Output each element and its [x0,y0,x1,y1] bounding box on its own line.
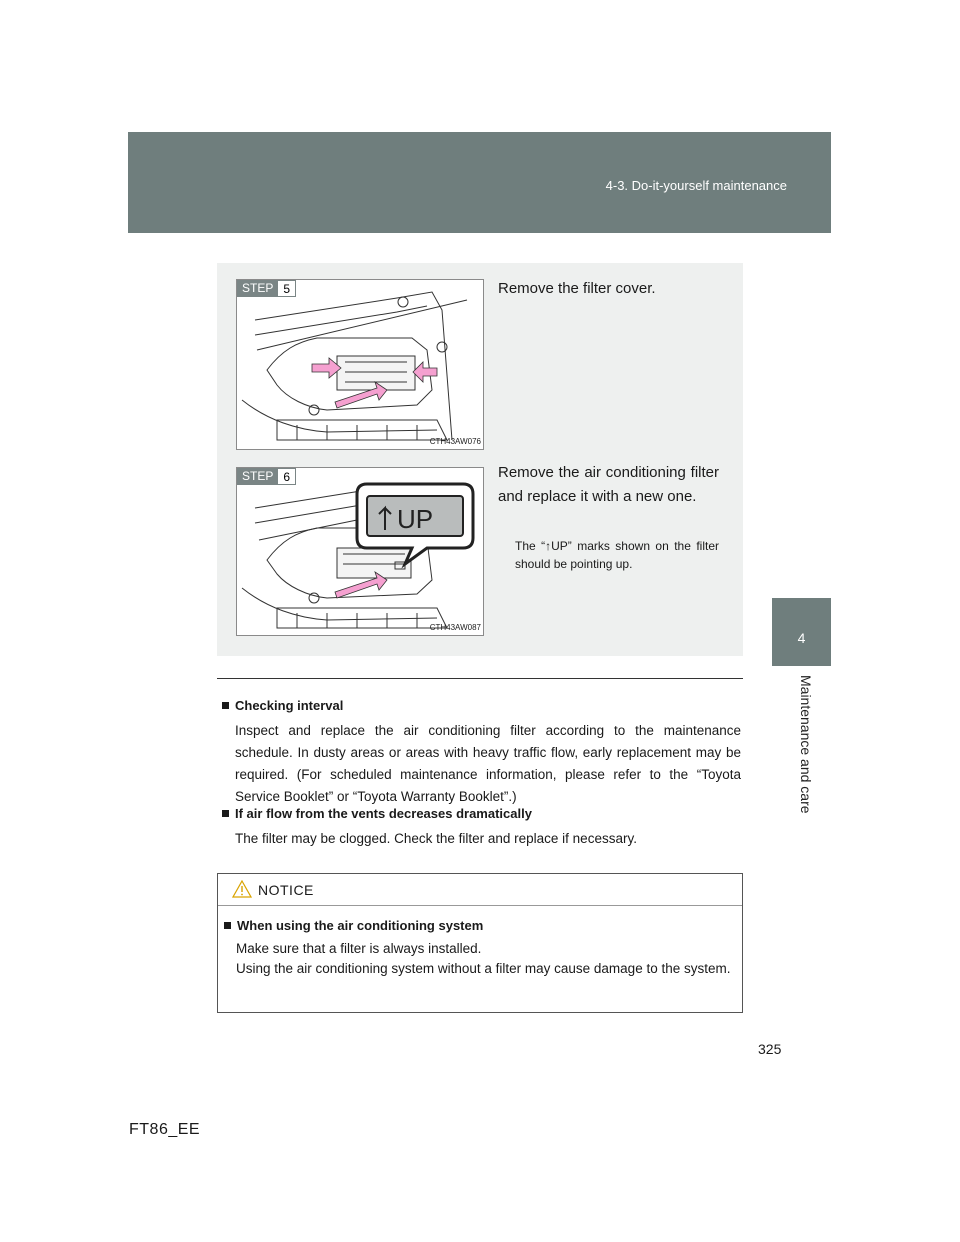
bullet-square-icon [222,810,229,817]
section-divider [217,678,743,679]
section-body-checking-interval: Inspect and replace the air conditioning filter according to the maintenance schedule. In dusty areas or areas with heavy traffic flow, early replacement may be required. (For scheduled maintenance information, please refer to the “Toyota Service Booklet” or “Toyota Warranty Booklet”.) [235,723,741,804]
section-body-air-flow: The filter may be clogged. Check the filter and replace if necessary. [235,831,637,846]
warning-triangle-icon [232,880,252,898]
step-5-badge [237,280,296,297]
step-6-figure [236,467,484,636]
notice-line-1: Make sure that a filter is always installed. [236,941,482,956]
step-badge-label: STEP [237,280,278,297]
filter-replace-illustration [237,468,484,636]
notice-header [218,874,742,906]
chapter-number: 4 [797,630,806,646]
step-6-badge [237,468,296,485]
bullet-square-icon [222,702,229,709]
figure-code: CTH43AW087 [429,623,481,632]
steps-panel [217,263,743,656]
step-6-instruction: Remove the air conditioning filter and replace it with a new one. [498,464,719,505]
step-badge-label: STEP [237,468,278,485]
chapter-label: Maintenance and care [798,675,814,814]
footer-code: FT86_EE [129,1121,201,1138]
section-title-text: If air flow from the vents decreases dramatically [235,806,532,821]
page-number: 325 [758,1041,782,1057]
notice-box [217,873,743,1013]
up-callout-text: UP [397,504,434,534]
step-badge-number: 6 [278,468,296,485]
figure-code: CTH43AW076 [429,437,481,446]
notice-label: NOTICE [258,882,314,898]
filter-cover-illustration [237,280,484,450]
section-title-text: Checking interval [235,698,344,713]
step-5-figure [236,279,484,450]
step-6-note: The “↑UP” marks shown on the filter should be pointing up. [515,539,719,571]
step-5-instruction: Remove the filter cover. [498,280,656,297]
header-section-title: 4-3. Do-it-yourself maintenance [605,178,787,193]
chapter-tab [772,598,831,666]
notice-title-text: When using the air conditioning system [237,918,484,933]
step-badge-number: 5 [278,280,296,297]
notice-title [224,918,483,933]
header-band [128,132,831,233]
section-title-checking-interval [222,697,343,715]
notice-text [236,939,740,979]
notice-line-2: Using the air conditioning system without a filter may cause damage to the system. [236,961,731,976]
bullet-square-icon [224,922,231,929]
section-title-air-flow [222,805,532,823]
